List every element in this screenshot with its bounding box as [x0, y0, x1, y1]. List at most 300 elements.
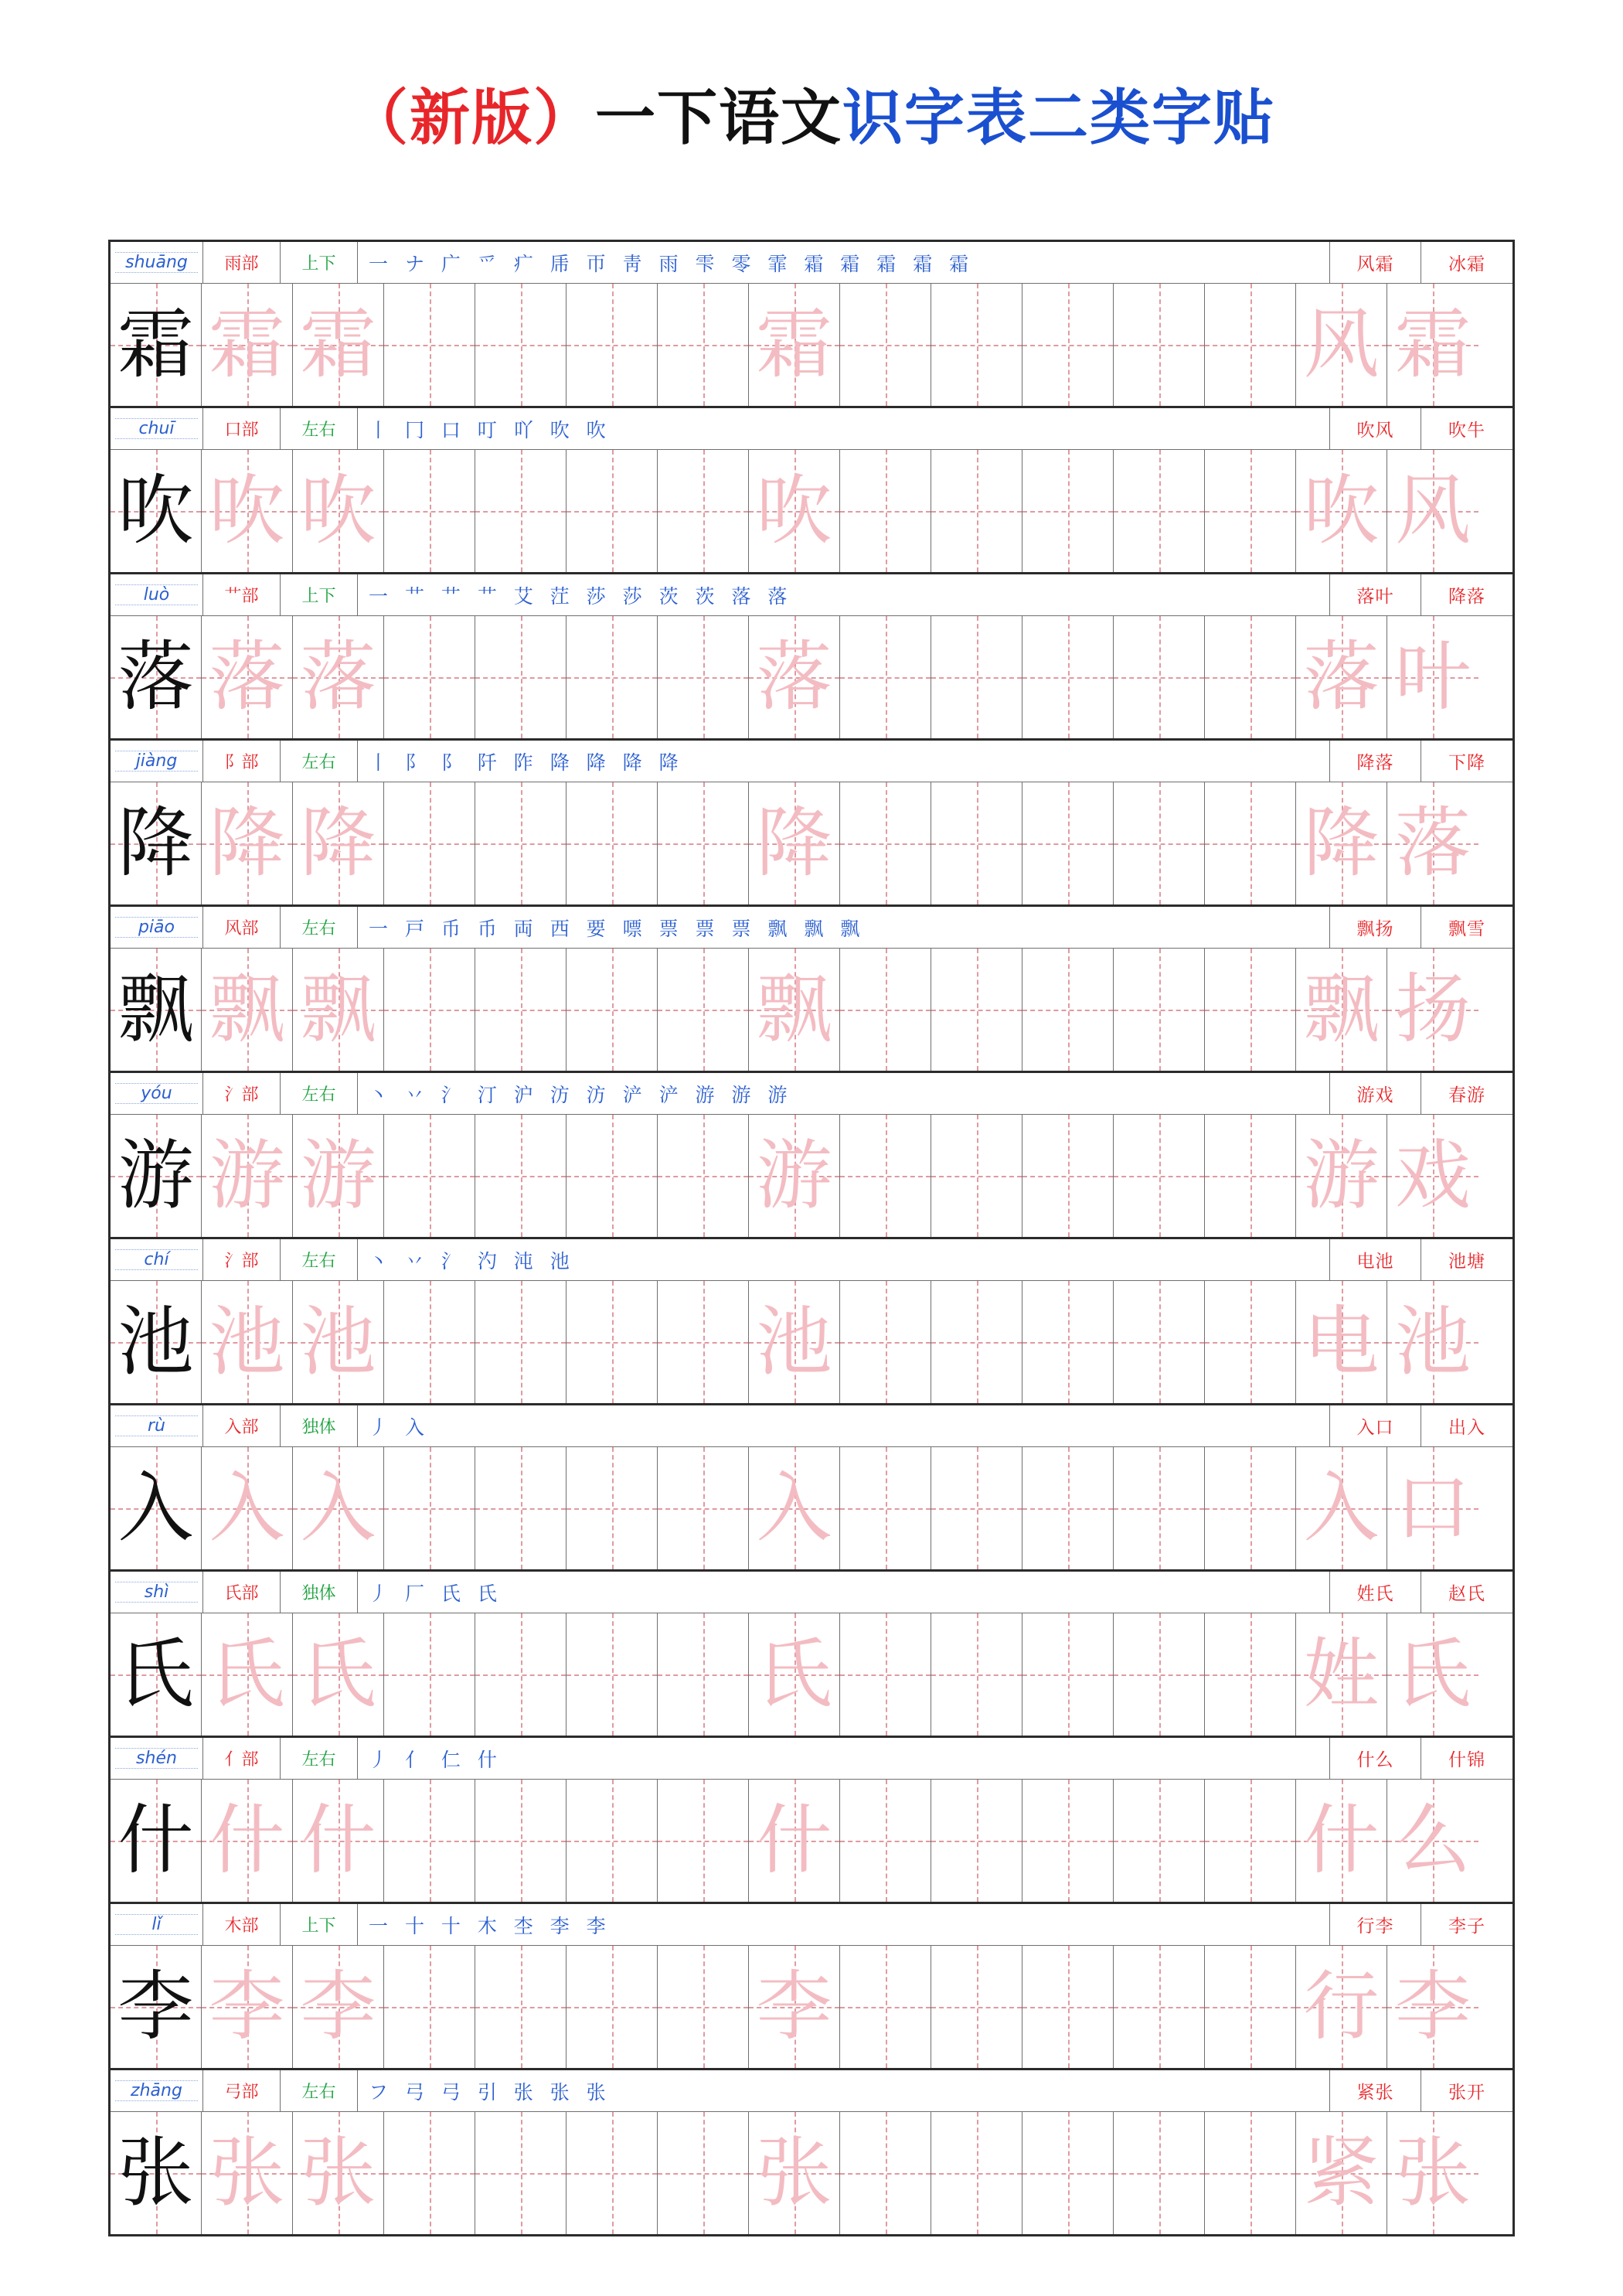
word-label: 行李	[1330, 1904, 1421, 1945]
trace-word-character: 风	[1394, 467, 1471, 555]
empty-practice-cell[interactable]	[658, 1780, 749, 1902]
trace-character: 降	[300, 799, 376, 887]
trace-word-character: 什	[1303, 1797, 1380, 1885]
empty-practice-cell[interactable]	[1205, 1946, 1296, 2068]
empty-practice-cell[interactable]	[1205, 450, 1296, 572]
trace-character: 李	[300, 1963, 376, 2051]
trace-character: 落	[209, 633, 285, 721]
empty-practice-cell[interactable]	[567, 2112, 658, 2234]
empty-practice-cell[interactable]	[658, 616, 749, 738]
model-character-cell[interactable]	[111, 616, 202, 738]
model-character: 吹	[117, 467, 194, 555]
model-character-cell[interactable]	[111, 1780, 202, 1902]
trace-word-cell[interactable]	[1387, 1281, 1478, 1403]
empty-practice-cell[interactable]	[658, 1447, 749, 1569]
empty-practice-cell[interactable]	[475, 1946, 567, 2068]
empty-practice-cell[interactable]	[840, 284, 931, 406]
trace-character: 吹	[300, 467, 376, 555]
stroke-order-sequence: 丶 丷 氵 汋 沌 池	[358, 1239, 1330, 1280]
empty-practice-cell[interactable]	[384, 1115, 475, 1237]
empty-practice-cell[interactable]	[931, 616, 1022, 738]
trace-character-cell[interactable]	[202, 1115, 293, 1237]
trace-word-character: 风	[1303, 301, 1380, 389]
empty-practice-cell[interactable]	[475, 1613, 567, 1736]
trace-character-cell[interactable]	[749, 1447, 840, 1569]
word-label: 紧张	[1330, 2070, 1421, 2111]
model-character-cell[interactable]	[111, 1613, 202, 1736]
model-character-cell[interactable]	[111, 1281, 202, 1403]
trace-character: 李	[209, 1963, 285, 2051]
empty-practice-cell[interactable]	[658, 1946, 749, 2068]
trace-word-cell[interactable]	[1387, 284, 1478, 406]
empty-practice-cell[interactable]	[567, 1780, 658, 1902]
empty-practice-cell[interactable]	[931, 450, 1022, 572]
trace-character: 游	[756, 1132, 832, 1220]
trace-character-cell[interactable]	[202, 782, 293, 904]
trace-word-cell[interactable]	[1296, 284, 1387, 406]
radical-label: 阝部	[203, 741, 281, 782]
empty-practice-cell[interactable]	[1205, 1780, 1296, 1902]
trace-character: 李	[756, 1963, 832, 2051]
trace-word-cell[interactable]	[1296, 1281, 1387, 1403]
character-info-row	[111, 408, 1512, 450]
pinyin-label: jiàng	[111, 741, 203, 782]
trace-word-cell[interactable]	[1387, 1613, 1478, 1736]
trace-character: 什	[300, 1797, 376, 1885]
empty-practice-cell[interactable]	[384, 450, 475, 572]
empty-practice-cell[interactable]	[567, 782, 658, 904]
trace-word-character: 吹	[1303, 467, 1380, 555]
writing-practice-row	[111, 1780, 1512, 1902]
model-character-cell[interactable]	[111, 284, 202, 406]
empty-practice-cell[interactable]	[658, 949, 749, 1071]
character-info-row	[111, 1904, 1512, 1946]
trace-word-cell[interactable]	[1296, 1946, 1387, 2068]
empty-practice-cell[interactable]	[840, 1946, 931, 2068]
empty-practice-cell[interactable]	[1022, 1115, 1114, 1237]
radical-label: 弓部	[203, 2070, 281, 2111]
writing-practice-row	[111, 1946, 1512, 2068]
empty-practice-cell[interactable]	[931, 284, 1022, 406]
empty-practice-cell[interactable]	[1114, 782, 1205, 904]
trace-character-cell[interactable]	[293, 284, 384, 406]
trace-word-character: 池	[1394, 1298, 1471, 1386]
empty-practice-cell[interactable]	[475, 450, 567, 572]
trace-word-cell[interactable]	[1387, 2112, 1478, 2234]
model-character-cell[interactable]	[111, 450, 202, 572]
radical-label: 风部	[203, 907, 281, 948]
trace-word-character: 口	[1394, 1464, 1471, 1552]
writing-practice-row	[111, 1115, 1512, 1237]
trace-character-cell[interactable]	[293, 2112, 384, 2234]
word-label: 入口	[1330, 1405, 1421, 1446]
structure-label: 左右	[281, 1239, 358, 1280]
model-character-cell[interactable]	[111, 2112, 202, 2234]
trace-word-cell[interactable]	[1296, 949, 1387, 1071]
character-info-row	[111, 574, 1512, 616]
character-block	[111, 1239, 1512, 1405]
stroke-order-sequence: 一 十 十 木 杢 李 李	[358, 1904, 1330, 1945]
trace-character: 降	[209, 799, 285, 887]
empty-practice-cell[interactable]	[1022, 450, 1114, 572]
empty-practice-cell[interactable]	[840, 1447, 931, 1569]
model-character-cell[interactable]	[111, 949, 202, 1071]
trace-word-cell[interactable]	[1296, 450, 1387, 572]
empty-practice-cell[interactable]	[931, 1281, 1022, 1403]
word-label: 姓氏	[1330, 1572, 1421, 1613]
empty-practice-cell[interactable]	[1114, 949, 1205, 1071]
trace-character-cell[interactable]	[749, 949, 840, 1071]
empty-practice-cell[interactable]	[475, 1447, 567, 1569]
radical-label: 雨部	[203, 242, 281, 283]
pinyin-label: rù	[111, 1405, 203, 1446]
empty-practice-cell[interactable]	[1114, 2112, 1205, 2234]
empty-practice-cell[interactable]	[1205, 284, 1296, 406]
empty-practice-cell[interactable]	[1022, 949, 1114, 1071]
empty-practice-cell[interactable]	[840, 1780, 931, 1902]
trace-character-cell[interactable]	[293, 1780, 384, 1902]
model-character-cell[interactable]	[111, 1447, 202, 1569]
empty-practice-cell[interactable]	[475, 1281, 567, 1403]
empty-practice-cell[interactable]	[931, 1780, 1022, 1902]
trace-word-cell[interactable]	[1387, 949, 1478, 1071]
stroke-order-sequence: 丿 厂 氏 氏	[358, 1572, 1330, 1613]
trace-word-character: 姓	[1303, 1630, 1380, 1719]
empty-practice-cell[interactable]	[567, 450, 658, 572]
stroke-order-sequence: 丿 入	[358, 1405, 1330, 1446]
structure-label: 左右	[281, 907, 358, 948]
word-label: 飘雪	[1448, 919, 1485, 939]
trace-character: 降	[756, 799, 832, 887]
empty-practice-cell[interactable]	[1022, 1281, 1114, 1403]
empty-practice-cell[interactable]	[567, 1115, 658, 1237]
trace-character-cell[interactable]	[202, 949, 293, 1071]
empty-practice-cell[interactable]	[384, 2112, 475, 2234]
word-label: 什么	[1330, 1738, 1421, 1779]
empty-practice-cell[interactable]	[1114, 1281, 1205, 1403]
character-block	[111, 574, 1512, 741]
trace-word-character: 降	[1303, 799, 1380, 887]
empty-practice-cell[interactable]	[1022, 1613, 1114, 1736]
empty-practice-cell[interactable]	[931, 1447, 1022, 1569]
trace-character-cell[interactable]	[202, 1780, 293, 1902]
model-character-cell[interactable]	[111, 782, 202, 904]
radical-label: 氏部	[203, 1572, 281, 1613]
trace-character-cell[interactable]	[202, 284, 293, 406]
trace-word-cell[interactable]	[1387, 616, 1478, 738]
character-info-row	[111, 1738, 1512, 1780]
stroke-order-sequence: 丨 阝 阝 阡 阼 降 降 降 降	[358, 741, 1330, 782]
trace-character-cell[interactable]	[749, 450, 840, 572]
trace-character: 霜	[209, 301, 285, 389]
empty-practice-cell[interactable]	[658, 782, 749, 904]
model-character: 降	[117, 799, 194, 887]
trace-character-cell[interactable]	[749, 284, 840, 406]
character-info-row	[111, 242, 1512, 284]
empty-practice-cell[interactable]	[384, 1946, 475, 2068]
trace-character-cell[interactable]	[749, 1115, 840, 1237]
empty-practice-cell[interactable]	[384, 949, 475, 1071]
character-block	[111, 1738, 1512, 1904]
trace-character-cell[interactable]	[293, 1281, 384, 1403]
trace-word-cell[interactable]	[1387, 782, 1478, 904]
empty-practice-cell[interactable]	[658, 450, 749, 572]
empty-practice-cell[interactable]	[567, 1447, 658, 1569]
empty-practice-cell[interactable]	[384, 284, 475, 406]
empty-practice-cell[interactable]	[475, 284, 567, 406]
trace-word-cell[interactable]	[1387, 1447, 1478, 1569]
trace-character: 吹	[756, 467, 832, 555]
trace-character: 落	[756, 633, 832, 721]
writing-practice-row	[111, 2112, 1512, 2234]
empty-practice-cell[interactable]	[1022, 782, 1114, 904]
character-info-row	[111, 907, 1512, 949]
trace-word-character: 张	[1394, 2129, 1471, 2217]
structure-label: 上下	[281, 1904, 358, 1945]
trace-word-character: 行	[1303, 1963, 1380, 2051]
empty-practice-cell[interactable]	[840, 2112, 931, 2234]
empty-practice-cell[interactable]	[1205, 2112, 1296, 2234]
radical-label: 亻部	[203, 1738, 281, 1779]
empty-practice-cell[interactable]	[1114, 1613, 1205, 1736]
page-title	[0, 0, 1623, 187]
empty-practice-cell[interactable]	[1114, 1780, 1205, 1902]
character-info-row	[111, 1405, 1512, 1447]
empty-practice-cell[interactable]	[658, 1613, 749, 1736]
radical-label: 氵部	[203, 1073, 281, 1114]
stroke-order-sequence: 丿 亻 仁 什	[358, 1738, 1330, 1779]
empty-practice-cell[interactable]	[475, 782, 567, 904]
character-block	[111, 242, 1512, 408]
stroke-order-sequence: 一 戸 币 币 両 西 要 嘌 票 票 票 飘 飘 飘	[358, 907, 1330, 948]
trace-character-cell[interactable]	[293, 1115, 384, 1237]
character-block	[111, 1405, 1512, 1572]
trace-word-cell[interactable]	[1296, 616, 1387, 738]
trace-character-cell[interactable]	[293, 1447, 384, 1569]
trace-character-cell[interactable]	[202, 616, 293, 738]
trace-character: 池	[756, 1298, 832, 1386]
word-label: 张开	[1448, 2083, 1485, 2103]
pinyin-label: zhāng	[111, 2070, 203, 2111]
trace-character-cell[interactable]	[202, 2112, 293, 2234]
trace-character: 入	[756, 1464, 832, 1552]
trace-word-character: 入	[1303, 1464, 1380, 1552]
writing-practice-row	[111, 616, 1512, 738]
trace-character: 吹	[209, 467, 285, 555]
empty-practice-cell[interactable]	[567, 616, 658, 738]
structure-label: 上下	[281, 574, 358, 615]
trace-word-cell[interactable]	[1296, 782, 1387, 904]
empty-practice-cell[interactable]	[1114, 284, 1205, 406]
trace-character-cell[interactable]	[293, 949, 384, 1071]
trace-character-cell[interactable]	[202, 450, 293, 572]
trace-character-cell[interactable]	[749, 2112, 840, 2234]
trace-character: 张	[300, 2129, 376, 2217]
trace-character: 氏	[209, 1630, 285, 1719]
trace-word-character: 落	[1394, 799, 1471, 887]
empty-practice-cell[interactable]	[1205, 1115, 1296, 1237]
stroke-order-sequence: 丶 丷 氵 汀 沪 汸 汸 浐 浐 游 游 游	[358, 1073, 1330, 1114]
empty-practice-cell[interactable]	[567, 949, 658, 1071]
trace-word-cell[interactable]	[1296, 2112, 1387, 2234]
character-block	[111, 408, 1512, 574]
empty-practice-cell[interactable]	[1022, 616, 1114, 738]
empty-practice-cell[interactable]	[1022, 1780, 1114, 1902]
empty-practice-cell[interactable]	[1205, 782, 1296, 904]
trace-word-cell[interactable]	[1387, 1946, 1478, 2068]
trace-word-cell[interactable]	[1296, 1780, 1387, 1902]
empty-practice-cell[interactable]	[931, 1115, 1022, 1237]
empty-practice-cell[interactable]	[1114, 1115, 1205, 1237]
empty-practice-cell[interactable]	[658, 284, 749, 406]
trace-word-cell[interactable]	[1387, 1780, 1478, 1902]
empty-practice-cell[interactable]	[1205, 1613, 1296, 1736]
trace-character-cell[interactable]	[202, 1613, 293, 1736]
word-label: 风霜	[1330, 242, 1421, 283]
model-character: 游	[117, 1132, 194, 1220]
empty-practice-cell[interactable]	[475, 1780, 567, 1902]
empty-practice-cell[interactable]	[567, 1613, 658, 1736]
pinyin-label: chí	[111, 1239, 203, 1280]
trace-character-cell[interactable]	[749, 1281, 840, 1403]
word-label: 下降	[1448, 753, 1485, 773]
empty-practice-cell[interactable]	[1114, 1447, 1205, 1569]
pinyin-label: luò	[111, 574, 203, 615]
pinyin-label: shuāng	[111, 242, 203, 283]
pinyin-label: shì	[111, 1572, 203, 1613]
structure-label: 独体	[281, 1572, 358, 1613]
trace-word-cell[interactable]	[1296, 1613, 1387, 1736]
empty-practice-cell[interactable]	[384, 1613, 475, 1736]
trace-character-cell[interactable]	[202, 1281, 293, 1403]
empty-practice-cell[interactable]	[384, 1447, 475, 1569]
trace-word-character: 扬	[1394, 966, 1471, 1054]
empty-practice-cell[interactable]	[840, 949, 931, 1071]
trace-word-character: 叶	[1394, 633, 1471, 721]
empty-practice-cell[interactable]	[384, 782, 475, 904]
trace-character-cell[interactable]	[293, 616, 384, 738]
empty-practice-cell[interactable]	[658, 1281, 749, 1403]
stroke-order-sequence: フ 弓 弓 引 张 张 张	[358, 2070, 1330, 2111]
trace-character-cell[interactable]	[293, 450, 384, 572]
trace-word-cell[interactable]	[1387, 1115, 1478, 1237]
trace-word-character: 李	[1394, 1963, 1471, 2051]
empty-practice-cell[interactable]	[384, 616, 475, 738]
trace-word-cell[interactable]	[1296, 1447, 1387, 1569]
word-label: 什锦	[1448, 1750, 1485, 1770]
empty-practice-cell[interactable]	[931, 1613, 1022, 1736]
radical-label: 氵部	[203, 1239, 281, 1280]
empty-practice-cell[interactable]	[567, 1281, 658, 1403]
trace-character-cell[interactable]	[293, 1613, 384, 1736]
empty-practice-cell[interactable]	[1205, 1447, 1296, 1569]
trace-character-cell[interactable]	[749, 782, 840, 904]
empty-practice-cell[interactable]	[1022, 284, 1114, 406]
word-label: 冰霜	[1448, 254, 1485, 274]
trace-character: 池	[209, 1298, 285, 1386]
writing-practice-row	[111, 1613, 1512, 1736]
trace-character-cell[interactable]	[749, 616, 840, 738]
trace-word-character: 落	[1303, 633, 1380, 721]
trace-word-character: 飘	[1303, 966, 1380, 1054]
trace-character-cell[interactable]	[202, 1447, 293, 1569]
empty-practice-cell[interactable]	[1022, 1946, 1114, 2068]
empty-practice-cell[interactable]	[1205, 616, 1296, 738]
radical-label: 入部	[203, 1405, 281, 1446]
character-info-row	[111, 2070, 1512, 2112]
trace-word-character: 紧	[1303, 2129, 1380, 2217]
trace-word-cell[interactable]	[1387, 450, 1478, 572]
empty-practice-cell[interactable]	[1205, 949, 1296, 1071]
empty-practice-cell[interactable]	[658, 1115, 749, 1237]
word-label: 落叶	[1330, 574, 1421, 615]
empty-practice-cell[interactable]	[384, 1780, 475, 1902]
empty-practice-cell[interactable]	[840, 616, 931, 738]
empty-practice-cell[interactable]	[567, 284, 658, 406]
model-character: 入	[117, 1464, 194, 1552]
trace-character: 入	[300, 1464, 376, 1552]
empty-practice-cell[interactable]	[840, 450, 931, 572]
trace-word-character: 游	[1303, 1132, 1380, 1220]
empty-practice-cell[interactable]	[1205, 1281, 1296, 1403]
structure-label: 左右	[281, 408, 358, 449]
empty-practice-cell[interactable]	[840, 782, 931, 904]
empty-practice-cell[interactable]	[475, 616, 567, 738]
word-label: 降落	[1448, 587, 1485, 607]
empty-practice-cell[interactable]	[931, 1946, 1022, 2068]
trace-character: 落	[300, 633, 376, 721]
empty-practice-cell[interactable]	[1114, 450, 1205, 572]
word-label: 吹风	[1330, 408, 1421, 449]
trace-character: 游	[300, 1132, 376, 1220]
trace-character: 氏	[300, 1630, 376, 1719]
empty-practice-cell[interactable]	[1022, 2112, 1114, 2234]
model-character-cell[interactable]	[111, 1946, 202, 2068]
word-label: 降落	[1330, 741, 1421, 782]
trace-character-cell[interactable]	[293, 1946, 384, 2068]
empty-practice-cell[interactable]	[475, 2112, 567, 2234]
empty-practice-cell[interactable]	[1022, 1447, 1114, 1569]
trace-character-cell[interactable]	[202, 1946, 293, 2068]
model-character-cell[interactable]	[111, 1115, 202, 1237]
writing-practice-row	[111, 949, 1512, 1071]
empty-practice-cell[interactable]	[840, 1613, 931, 1736]
trace-character-cell[interactable]	[749, 1780, 840, 1902]
trace-character-cell[interactable]	[749, 1946, 840, 2068]
empty-practice-cell[interactable]	[475, 949, 567, 1071]
empty-practice-cell[interactable]	[658, 2112, 749, 2234]
trace-character-cell[interactable]	[749, 1613, 840, 1736]
model-character: 池	[117, 1298, 194, 1386]
trace-character-cell[interactable]	[293, 782, 384, 904]
empty-practice-cell[interactable]	[1114, 1946, 1205, 2068]
empty-practice-cell[interactable]	[931, 782, 1022, 904]
empty-practice-cell[interactable]	[384, 1281, 475, 1403]
empty-practice-cell[interactable]	[475, 1115, 567, 1237]
empty-practice-cell[interactable]	[931, 2112, 1022, 2234]
empty-practice-cell[interactable]	[840, 1115, 931, 1237]
model-character: 飘	[117, 966, 194, 1054]
trace-word-cell[interactable]	[1296, 1115, 1387, 1237]
model-character: 张	[117, 2129, 194, 2217]
empty-practice-cell[interactable]	[1114, 616, 1205, 738]
empty-practice-cell[interactable]	[840, 1281, 931, 1403]
empty-practice-cell[interactable]	[567, 1946, 658, 2068]
trace-character: 飘	[756, 966, 832, 1054]
empty-practice-cell[interactable]	[931, 949, 1022, 1071]
trace-word-character: 戏	[1394, 1132, 1471, 1220]
structure-label: 左右	[281, 1738, 358, 1779]
